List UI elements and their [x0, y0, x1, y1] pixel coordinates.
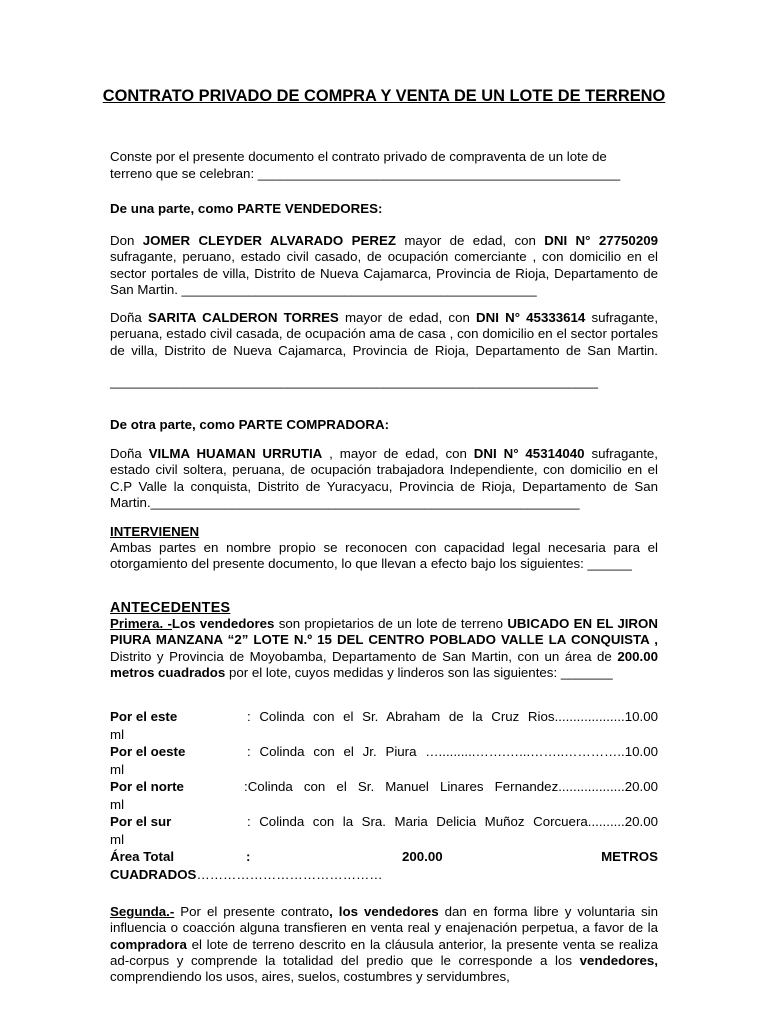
- vendedor-1-dni: DNI N° 27750209: [544, 233, 659, 248]
- compradora-dni: DNI N° 45314040: [473, 446, 585, 461]
- compradora-heading: De otra parte, como PARTE COMPRADORA:: [110, 417, 390, 432]
- vendedor-2-paragraph: [110, 310, 658, 359]
- vendedores-heading: De una parte, como PARTE VENDEDORES:: [110, 201, 383, 216]
- lindero-value: :Colinda con el Sr. Manuel Linares Fernandez..................20.00: [244, 779, 658, 794]
- segunda-clause: [110, 904, 658, 985]
- lindero-value: : Colinda con el Jr. Piura …..........…….…...……..…………..10.00: [247, 744, 658, 759]
- segunda-text-4: comprendiendo los usos, aires, suelos, costumbres y servidumbres,: [110, 969, 510, 985]
- area-total-value: 200.00: [402, 849, 443, 864]
- area-total-dots: ……………………………………: [196, 867, 383, 882]
- primera-label: Primera. -: [110, 616, 172, 631]
- segunda-vendedores: , los vendedores: [329, 904, 439, 919]
- vendedor-2-mid: mayor de edad, con: [338, 310, 477, 325]
- primera-text-1: son propietarios de un lote de terreno: [274, 616, 508, 631]
- area-total-colon: :: [246, 849, 251, 864]
- segunda-compradora: compradora: [110, 936, 187, 952]
- compradora-prefix: Doña: [110, 446, 149, 461]
- compradora-mid: , mayor de edad, con: [322, 446, 474, 461]
- lindero-unit: ml: [110, 762, 125, 777]
- area-total-row: [110, 849, 658, 885]
- compradora-name: VILMA HUAMAN URRUTIA: [148, 446, 323, 461]
- segunda-text-2: dan en forma libre y voluntaria sin influencia o coacción alguna transfieren en venta real y enajenación perpetua, a favor de la: [110, 904, 658, 936]
- lindero-row-sur: [110, 814, 658, 850]
- intro-line-1: Conste por el presente documento el contrato privado de compraventa de un lote de: [110, 149, 607, 164]
- lindero-row-norte: [110, 779, 658, 815]
- intro-paragraph: [110, 149, 658, 183]
- vendedor-2-details: sufragante, peruana, estado civil casada, de ocupación ama de casa , con domicilio en el sector portales de villa, Distrito de Nueva Cajamarca, Provincia de Rioja, Departamento de San Martin.: [110, 310, 659, 358]
- primera-clause: [110, 616, 658, 681]
- vendedor-1-name: JOMER CLEYDER ALVARADO PEREZ: [142, 233, 396, 248]
- area-total-unit-1: METROS: [601, 849, 658, 864]
- lindero-value: : Colinda con la Sra. Maria Delicia Muñoz Corcuera..........20.00: [247, 814, 658, 829]
- vendedor-2-prefix: Doña: [110, 310, 148, 325]
- primera-text-2: Distrito y Provincia de Moyobamba, Departamento de San Martin, con un área de: [110, 648, 618, 664]
- vendedor-2-dni: DNI N° 45333614: [476, 310, 586, 325]
- vendedor-2-underline: __________________________________________________________________: [110, 374, 599, 389]
- area-total-label: Área Total: [110, 849, 175, 864]
- intervienen-heading: INTERVIENEN: [110, 524, 200, 539]
- lindero-row-este: [110, 709, 658, 745]
- primera-ubicacion: UBICADO EN EL JIRON PIURA MANZANA “2” LOTE N.º 15 DEL CENTRO POBLADO VALLE LA CONQUISTA ,: [110, 616, 658, 648]
- vendedor-1-details: sufragante, peruano, estado civil casado, de ocupación comerciante , con domicilio en el sector portales de villa, Distrito de Nueva Cajamarca, Provincia de Rioja, Departamento de San Martin. ________________________________________________: [110, 249, 658, 297]
- lindero-unit: ml: [110, 727, 125, 742]
- vendedor-1-prefix: Don: [110, 233, 143, 248]
- segunda-text-3: el lote de terreno descrito en la cláusula anterior, la presente venta se realiza ad-corpus y comprende la totalidad del predio que le corresponde a los: [110, 936, 658, 968]
- lindero-label: Por el este: [110, 709, 178, 724]
- intervienen-paragraph: Ambas partes en nombre propio se reconocen con capacidad legal necesaria para el otorgamiento del presente documento, lo que llevan a efecto bajo los siguientes: ______: [110, 540, 658, 572]
- lindero-unit: ml: [110, 797, 125, 812]
- lindero-label: Por el sur: [110, 814, 172, 829]
- vendedor-1-paragraph: [110, 233, 658, 298]
- compradora-paragraph: [110, 446, 658, 511]
- lindero-row-oeste: [110, 744, 658, 780]
- vendedor-2-name: SARITA CALDERON TORRES: [147, 310, 339, 325]
- lindero-value: : Colinda con el Sr. Abraham de la Cruz Rios...................10.00: [247, 709, 658, 724]
- segunda-vendedores-2: vendedores,: [579, 952, 658, 968]
- document-title: CONTRATO PRIVADO DE COMPRA Y VENTA DE UN LOTE DE TERRENO: [102, 87, 666, 105]
- primera-area: 200.00 metros cuadrados: [110, 648, 658, 680]
- lindero-label: Por el norte: [110, 779, 184, 794]
- vendedor-1-mid: mayor de edad, con: [395, 233, 545, 248]
- lindero-unit: ml: [110, 832, 125, 847]
- intro-line-2: terreno que se celebran: _________________________________________________: [110, 166, 621, 182]
- primera-text-3: por el lote, cuyos medidas y linderos son las siguientes: _______: [225, 664, 613, 680]
- primera-vendedores: Los vendedores: [171, 616, 275, 631]
- segunda-text-1: Por el presente contrato: [174, 904, 330, 919]
- antecedentes-heading: [110, 600, 658, 616]
- area-total-unit-2: CUADRADOS: [110, 867, 197, 882]
- antecedentes-title: ANTECEDENTES: [110, 600, 231, 616]
- lindero-label: Por el oeste: [110, 744, 186, 759]
- compradora-details: sufragante, estado civil soltera, peruana, de ocupación trabajadora Independiente, con domicilio en el C.P Valle la conquista, Distrito de Yuracyacu, Provincia de Rioja, Departamento de San Martin.__________________________________________________________: [110, 446, 659, 510]
- segunda-label: Segunda.-: [110, 904, 175, 919]
